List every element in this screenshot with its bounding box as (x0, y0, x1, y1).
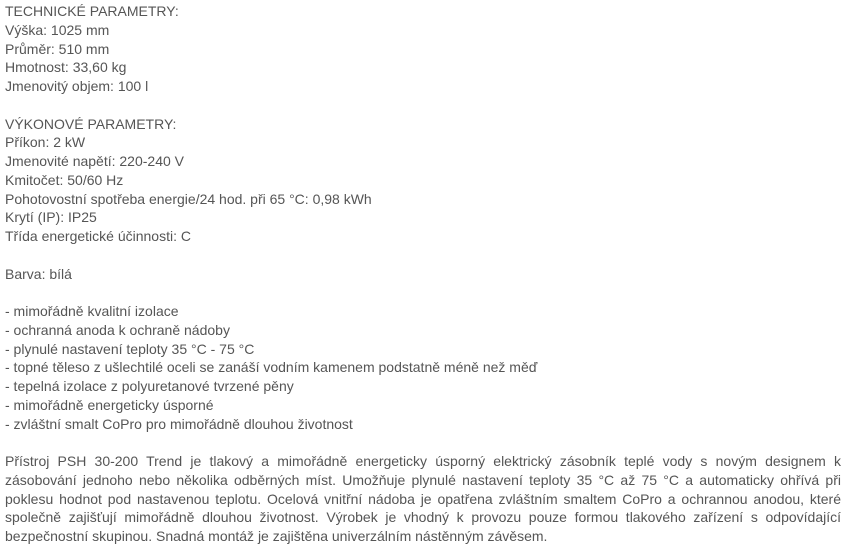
features-list (5, 302, 841, 433)
color-line: Barva: bílá (5, 265, 72, 282)
diameter-line: Průměr: 510 mm (5, 40, 110, 57)
list-item: - tepelná izolace z polyuretanové tvrzené pěny (5, 378, 294, 394)
standby-consumption-line: Pohotovostní spotřeba energie/24 hod. při 65 °C: 0,98 kWh (5, 190, 372, 207)
color-section (5, 265, 841, 284)
list-item: - topné těleso z ušlechtilé oceli se zanáší vodním kamenem podstatně méně než měď (5, 359, 538, 376)
nominal-voltage-line: Jmenovité napětí: 220-240 V (5, 153, 185, 169)
height-line: Výška: 1025 mm (5, 21, 110, 38)
list-item: - zvláštní smalt CoPro pro mimořádně dlouhou životnost (5, 415, 353, 432)
weight-line: Hmotnost: 33,60 kg (5, 59, 127, 76)
ip-rating-line: Krytí (IP): IP25 (5, 209, 97, 226)
power-input-line: Příkon: 2 kW (5, 134, 86, 151)
list-item: - plynulé nastavení teploty 35 °C - 75 °C (5, 340, 255, 357)
nominal-volume-line: Jmenovitý objem: 100 l (5, 78, 149, 94)
performance-parameters-heading: VÝKONOVÉ PARAMETRY: (5, 115, 177, 132)
performance-parameters-section (5, 115, 841, 246)
list-item: - mimořádně kvalitní izolace (5, 303, 179, 319)
list-item: - ochranná anoda k ochraně nádoby (5, 321, 230, 338)
frequency-line: Kmitočet: 50/60 Hz (5, 171, 124, 188)
list-item: - mimořádně energeticky úsporné (5, 396, 214, 413)
product-description-paragraph: Přístroj PSH 30-200 Trend je tlakový a mimořádně energeticky úsporný elektrický zásobník teplé vody s novým designem k zásobování jednoho nebo několika odběrných míst. Umožňuje plynulé nastavení teploty 35 °C až 75 °C a automaticky ohřívá při poklesu hodnot pod nastavenou teplotu. Ocelová vnitřní nádoba je opatřena zvláštním smaltem CoPro a ochrannou anodou, které společně zajišťují mimořádně dlouhou životnost. Výrobek je vhodný k provozu pouze formou tlakového zařízení s odpovídající bezpečnostní skupinou. Snadná montáž je zajištěna univerzálním nástěnným závěsem. (5, 453, 841, 544)
technical-parameters-heading: TECHNICKÉ PARAMETRY: (5, 3, 179, 19)
technical-parameters-section (5, 2, 841, 96)
energy-class-line: Třída energetické účinnosti: C (5, 228, 191, 244)
